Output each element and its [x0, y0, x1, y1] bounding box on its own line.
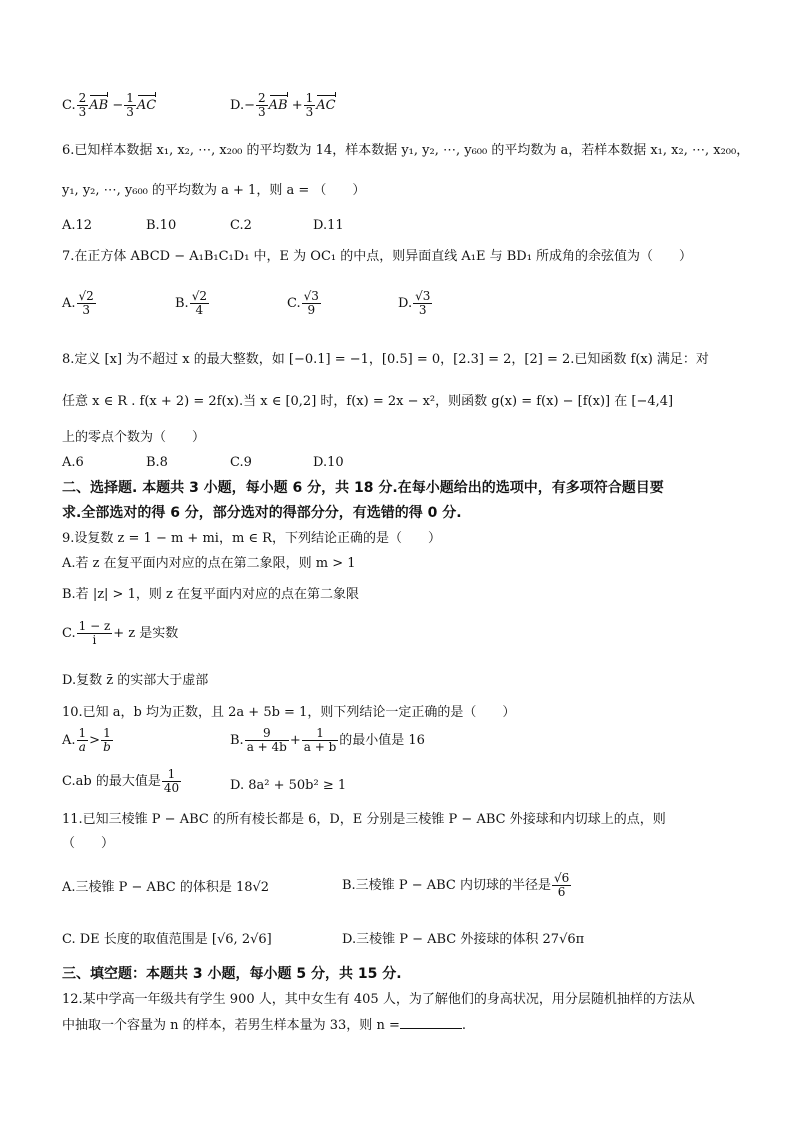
vector-ac: AC [136, 98, 157, 114]
q5-option-d: D.− $\frac{2}{3}$ AB + $\frac{1}{3}$ AC [230, 91, 336, 120]
q5-option-c: C. $\frac{2}{3}$ AB − $\frac{1}{3}$ AC [62, 91, 157, 120]
section-3-heading: 三、填空题：本题共 3 小题，每小题 5 分，共 15 分. [62, 966, 402, 982]
fraction: $\frac{2}{3}$ [258, 91, 266, 120]
q10-stem: 10.已知 a，b 均为正数，且 2a + 5b = 1，则下列结论一定正确的是（ ） [62, 705, 516, 720]
fraction: $\frac{√2}{3}$ [78, 289, 94, 318]
fraction: $\frac{9}{a + 4b}$ [246, 726, 287, 755]
q8-option-a: A.6 [62, 455, 84, 470]
fraction: $\frac{√3}{3}$ [415, 289, 431, 318]
q8-option-c: C.9 [230, 455, 252, 470]
fraction: $\frac{1}{b}$ [103, 726, 111, 755]
q10-option-c: C.ab 的最大值是 $\frac{1}{40}$ [62, 767, 180, 796]
answer-blank[interactable] [400, 1016, 462, 1029]
fraction: $\frac{1}{3}$ [126, 91, 134, 120]
q6-stem-line1: 6.已知样本数据 x₁, x₂, ⋯, x₂₀₀ 的平均数为 14，样本数据 y₁, y₂, ⋯, y₆₀₀ 的平均数为 a，若样本数据 x₁, x₂, ⋯, x₂₀₀， [62, 143, 750, 158]
fraction: $\frac{√2}{4}$ [191, 289, 207, 318]
q12-stem-line1: 12.某中学高一年级共有学生 900 人，其中女生有 405 人，为了解他们的身高状况，用分层随机抽样的方法从 [62, 992, 695, 1007]
q11-option-c: C. DE 长度的取值范围是 [√6, 2√6] [62, 932, 272, 947]
q11-stem-line1: 11.已知三棱锥 P − ABC 的所有棱长都是 6，D，E 分别是三棱锥 P − ABC 外接球和内切球上的点，则 [62, 812, 666, 827]
q8-option-b: B.8 [146, 455, 168, 470]
section-2-heading-line2: 求.全部选对的得 6 分，部分选对的得部分分，有选错的得 0 分. [62, 505, 462, 521]
fraction: $\frac{2}{3}$ [78, 91, 87, 120]
q9-option-b: B.若 |z| > 1，则 z 在复平面内对应的点在第二象限 [62, 587, 359, 602]
q9-option-a: A.若 z 在复平面内对应的点在第二象限，则 m > 1 [62, 556, 356, 571]
q11-option-b: B.三棱锥 P − ABC 内切球的半径是 $\frac{√6}{6}$ [342, 871, 570, 900]
q6-stem-line2: y₁, y₂, ⋯, y₆₀₀ 的平均数为 a + 1，则 a = （ ） [62, 183, 366, 198]
section-2-heading-line1: 二、选择题. 本题共 3 小题，每小题 6 分，共 18 分.在每小题给出的选项中，有多项符合题目要 [62, 480, 664, 496]
q6-option-c: C.2 [230, 218, 252, 233]
q5-option-d-label: D. [230, 98, 245, 114]
q8-stem-line3: 上的零点个数为（ ） [62, 430, 206, 445]
q11-option-d: D.三棱锥 P − ABC 外接球的体积 27√6π [342, 932, 585, 947]
q7-option-c: C. $\frac{√3}{9}$ [287, 289, 319, 318]
q8-stem-line2: 任意 x ∈ R . f(x + 2) = 2f(x).当 x ∈ [0,2] 时，f(x) = 2x − x²，则函数 g(x) = f(x) − [f(x)] 在 [−4,4] [62, 394, 674, 409]
q9-stem: 9.设复数 z = 1 − m + mi，m ∈ R，下列结论正确的是（ ） [62, 531, 441, 546]
q12-stem-line2: 中抽取一个容量为 n 的样本，若男生样本量为 33，则 n = . [62, 1018, 466, 1033]
q5-option-c-label: C. [62, 98, 76, 114]
q8-stem-line1: 8.定义 [x] 为不超过 x 的最大整数，如 [−0.1] = −1，[0.5] = 0，[2.3] = 2，[2] = 2.已知函数 f(x) 满足：对 [62, 352, 709, 367]
vector-ac: AC [316, 98, 336, 114]
q10-option-b: B. $\frac{9}{a + 4b}$ + $\frac{1}{a + b}$ 的最小值是 16 [230, 726, 425, 755]
q10-option-a: A. $\frac{1}{a}$ > $\frac{1}{b}$ [62, 726, 111, 755]
q7-stem: 7.在正方体 ABCD − A₁B₁C₁D₁ 中，E 为 OC₁ 的中点，则异面直线 A₁E 与 BD₁ 所成角的余弦值为（ ） [62, 249, 693, 264]
q8-option-d: D.10 [313, 455, 344, 470]
q6-option-a: A.12 [62, 218, 93, 233]
q7-option-d: D. $\frac{√3}{3}$ [398, 289, 431, 318]
fraction: $\frac{1}{a + b}$ [303, 726, 337, 755]
fraction: $\frac{1 - z}{i}$ [78, 619, 111, 648]
fraction: $\frac{1}{3}$ [305, 91, 314, 120]
vector-ab: AB [89, 98, 109, 114]
q9-option-c: C. $\frac{1 - z}{i}$ + z 是实数 [62, 619, 179, 648]
q11-stem-line2: （ ） [62, 836, 115, 851]
q7-option-b: B. $\frac{√2}{4}$ [175, 289, 207, 318]
q9-option-d: D.复数 z̄ 的实部大于虚部 [62, 673, 209, 688]
q6-option-b: B.10 [146, 218, 177, 233]
fraction: $\frac{1}{a}$ [78, 726, 87, 755]
q6-option-d: D.11 [313, 218, 344, 233]
q7-option-a: A. $\frac{√2}{3}$ [62, 289, 94, 318]
vector-ab: AB [268, 98, 288, 114]
fraction: $\frac{√6}{6}$ [553, 871, 570, 900]
q10-option-d: D. 8a² + 50b² ≥ 1 [230, 778, 347, 793]
q11-option-a: A.三棱锥 P − ABC 的体积是 18√2 [62, 880, 270, 895]
fraction: $\frac{1}{40}$ [163, 767, 180, 796]
fraction: $\frac{√3}{9}$ [303, 289, 319, 318]
